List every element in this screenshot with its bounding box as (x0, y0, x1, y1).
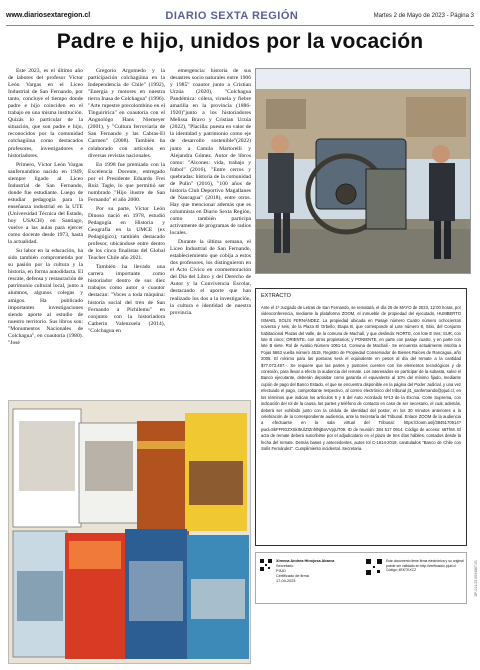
newspaper-brand: DIARIO SEXTA REGIÓN (165, 9, 299, 22)
paragraph: emergencia: historia de sus desastres socio naturales entre 1906 y 1985" coautor junto a Cristian Urzúa (2020), "Colchagua Pandémica: cólera, viruela y fiebre amarilla en la provincia (1886-1920)"junto a los historiadores Melissa Bravo y Cristian Urzúa (2022), "Placilla: puesta en valor de la identidad y patrimonio como eje de desarrollo sostenible"(2022) junto a Camila Martorelli y Alejandra Gómez. Autor de libros como: "Alcones: vida, trabajo y fútbol" (2016), "Entre cerros y quebradas: historia de la comunidad de Pulín" (2016), "100 años de historia Club Deportivo Magallanes de Nancagua" (2018), entre otros. Hay que mencionar además que es columnista en Diario Sexta Región, como también participa activamente de programas de radios locales. (170, 68, 251, 237)
paragraph: También ha llevado una carrera importante como historiador dentro de sus diez trabajos como autor o coautor destacan: "Voces a toda máquina: historia social del tren de San Fernando a Pichilemu" en conjunto con la historiadora Catherin Valenzuela (2014), "Colchagua en (88, 264, 165, 334)
signer-name: Ximena Andrea Hinojosa Abarca (276, 559, 335, 563)
legal-extract (255, 288, 467, 546)
verification-code: Código: #EKTKXCZ (386, 568, 417, 573)
article-column-3 (170, 68, 251, 319)
photo-books (8, 400, 251, 664)
site-url[interactable]: www.diariosextaregion.cl (6, 12, 91, 19)
paragraph: Gregorio Argomedo y la participación colchagüina en la Independencia de Chile" (1992), "Energía y motores en nuestra tierra Inasa de Colchagua" (1996). "Arte rupestre precolombino en el Tinguiririca" en coautoría con el Anguológo Hans Niemeyer (2001), y "Cultura ferroviaria de San Fernando y las Cabras-El Carmen" (2008). También ha colaborado con artículos en diversas revistas nacionales. (88, 68, 165, 159)
qr-code-icon (260, 559, 272, 571)
article-headline: Padre e hijo, unidos por la vocación (56, 30, 424, 53)
paragraph: Su labor en la educación, ha sido también comprometida por su pasión por la cultura y la historia, en forma autodidacta. El rescate, defensa y restauración de patrimonio cultural local, junto a alumnos, algunos colegas y amigos. Ha publicado importantes investigaciones siendo aporte al estudio de nuestro territorio. Sus libros son: "Monumentos Nacionales de Colchagua", en coautoría (1980). "José (8, 248, 84, 346)
article-column-2 (88, 68, 165, 337)
paragraph: Primero, Víctor León Vargas sanfernandino nacido en 1949, siempre ligado al Liceo Industrial de San Fernando, donde fue estudiante. Luego de estudiar pedagogía para la enseñanza industrial en la UTE (Universidad Técnica del Estado, hoy USACH) en Santiago, vuelve a las aulas para ejercer como docente desde 1973, hasta la actualidad. (8, 161, 83, 246)
page-header (6, 6, 474, 26)
issue-date: Martes 2 de Mayo de 2023 - Página 3 (373, 12, 474, 19)
signer-note: Certificado de firma (276, 574, 309, 578)
extract-body: Ante el 1º Juzgado de Letras de San Fernando, se rematará, el día 25 de MAYO de 2023, 12:00 horas, por videoconferencia, mediante la plataforma ZOOM, el inmueble de propiedad del ejecutado, HUMBERTO ISMAEL SOLÍS FERNÁNDEZ. La propiedad ubicada en Pasaje número Cuatro número ochocientos noventa y seis, de la Plaza El Orbello, Etapa B, que corresponde al Lote número 8, Sitio, del Conjunto habitacional Plazas del Valle, de la comuna de Machalí, y que deslinda: NORTE, con lote E tres; SUR, con lote B cinco; ORIENTE, con otros propietarios; y PONIENTE, en parte con pasaje cuatro, y en parte con lote B siete. Rol de Avalúo Número 1061-14, Comuna de Machalí.- Se encuentra actualmente inscrita a Fojas 5663 vuelta número 4519, Registro de Propiedad Conservador de Bienes Raíces de Rancagua, año 2006. El mínimo para las posturas será el equivalente en pesos al día del remate a la cantidad $77.073.497.-. Se requiere que las partes y postores cuenten con los elementos tecnológicos y de conexión, para llevar a efecto la audiencia del remate. Los interesados en participar de la subasta, salvo el Banco ejecutante, deberán depositar como garantía el equivalente al 10% del mínimo fijado, mediante cupón de pago del Banco Estado, el que se encuentra disponible en la página del Poder Judicial, y una vez efectuado el pago, comprobante respectivo, al correo electrónico del tribunal jl1_sanfernando@pjud.cl, en los términos que indican los artículos 5 y 6 del Auto Acordado Nº13 de la Excma. Corte Suprema, con indicación del rol de la causa, las partes y teléfono de contacto en caso de ser necesario, el cual, además, deberá ser exhibido junto con la cédula de identidad del postor, en los 30 minutos anteriores a la celebración de la correspondiente audiencia, ante la Secretaría del Tribunal. Enlace ZOOM de la audiencia a efectuarse en la sala virtual del Tribunal: https://zoom.us/j/3845170914?pwd=SkFFRGZXSkI5UlZtZnhlNjBoVVpjUT09. ID de reunión: 384 517 0914. Código de acceso: s6ThM. El acta de remate deberá suscribirse por el adjudicatario en el plazo de tres días hábiles, contados desde la fecha del remate. Demás bases y antecedentes, autos rol C-1814-2019, caratulados "Banco de Chile con Solís Fernández". Cumplimiento incidental. Secretaria. (261, 305, 461, 451)
verification-qr-icon[interactable] (366, 559, 382, 575)
paragraph: Por su parte, Víctor León Dinoso nació en 1978, estudió Pedagogía en Historia y Geografía en la UMCE (ex Pedagógico), también destacado profesor, ubicándose entre dentro de los cinco finalistas del Global Teacher Chile año 2021. (88, 205, 165, 262)
signer-role: Secretario (276, 564, 294, 568)
extract-title: EXTRACTO (261, 293, 291, 299)
article-column-1 (8, 68, 83, 349)
edge-code: DF-014-23 0094887-01 (474, 560, 478, 597)
paragraph: En 1998 fue premiado con la Excelencia Docente, entregado por el Presidente Eduardo Frei Ruiz Tagle, lo que permitió ser nombrado "Hijo ilustre de San Fernando" el año 2000. (88, 161, 165, 203)
signer-date: 17-04-2023 (276, 579, 296, 583)
verification-text: Este documento tiene firma electrónica y su original puede ser validado en http://verificadoc.pjud.cl (386, 559, 464, 568)
signer-institution: PJUD (276, 569, 286, 573)
photo-illustration (256, 69, 471, 274)
books-illustration (9, 401, 251, 664)
paragraph: Durante la última semana, el Liceo Industrial de San Fernando, estableciemiento que cobija a estos dos profesores, los distinguieron en el Acto Cívico en conmemoración del Día del Libro y del Derecho de Autor y la Convivencia Escolar, destacando el aporte que han realizado los dos a la investigación, la cultura e identidad de nuestra provincia. (170, 239, 251, 316)
photo-father-and-son (255, 68, 471, 274)
paragraph: Este 2023, es el último año de labores del profesor Víctor León Vargas en el Liceo Industrial de San Fernando, por tanto, concluye el tiempo donde padre e hijo coinciden en el trabajo en una misma institución. Quizás lo particular de la situación, que son padre e hijo, reconocidos por la comunidad colchagüina como destacados profesores, investigadores e historiadores. (8, 68, 83, 159)
electronic-signature-box (255, 552, 467, 604)
